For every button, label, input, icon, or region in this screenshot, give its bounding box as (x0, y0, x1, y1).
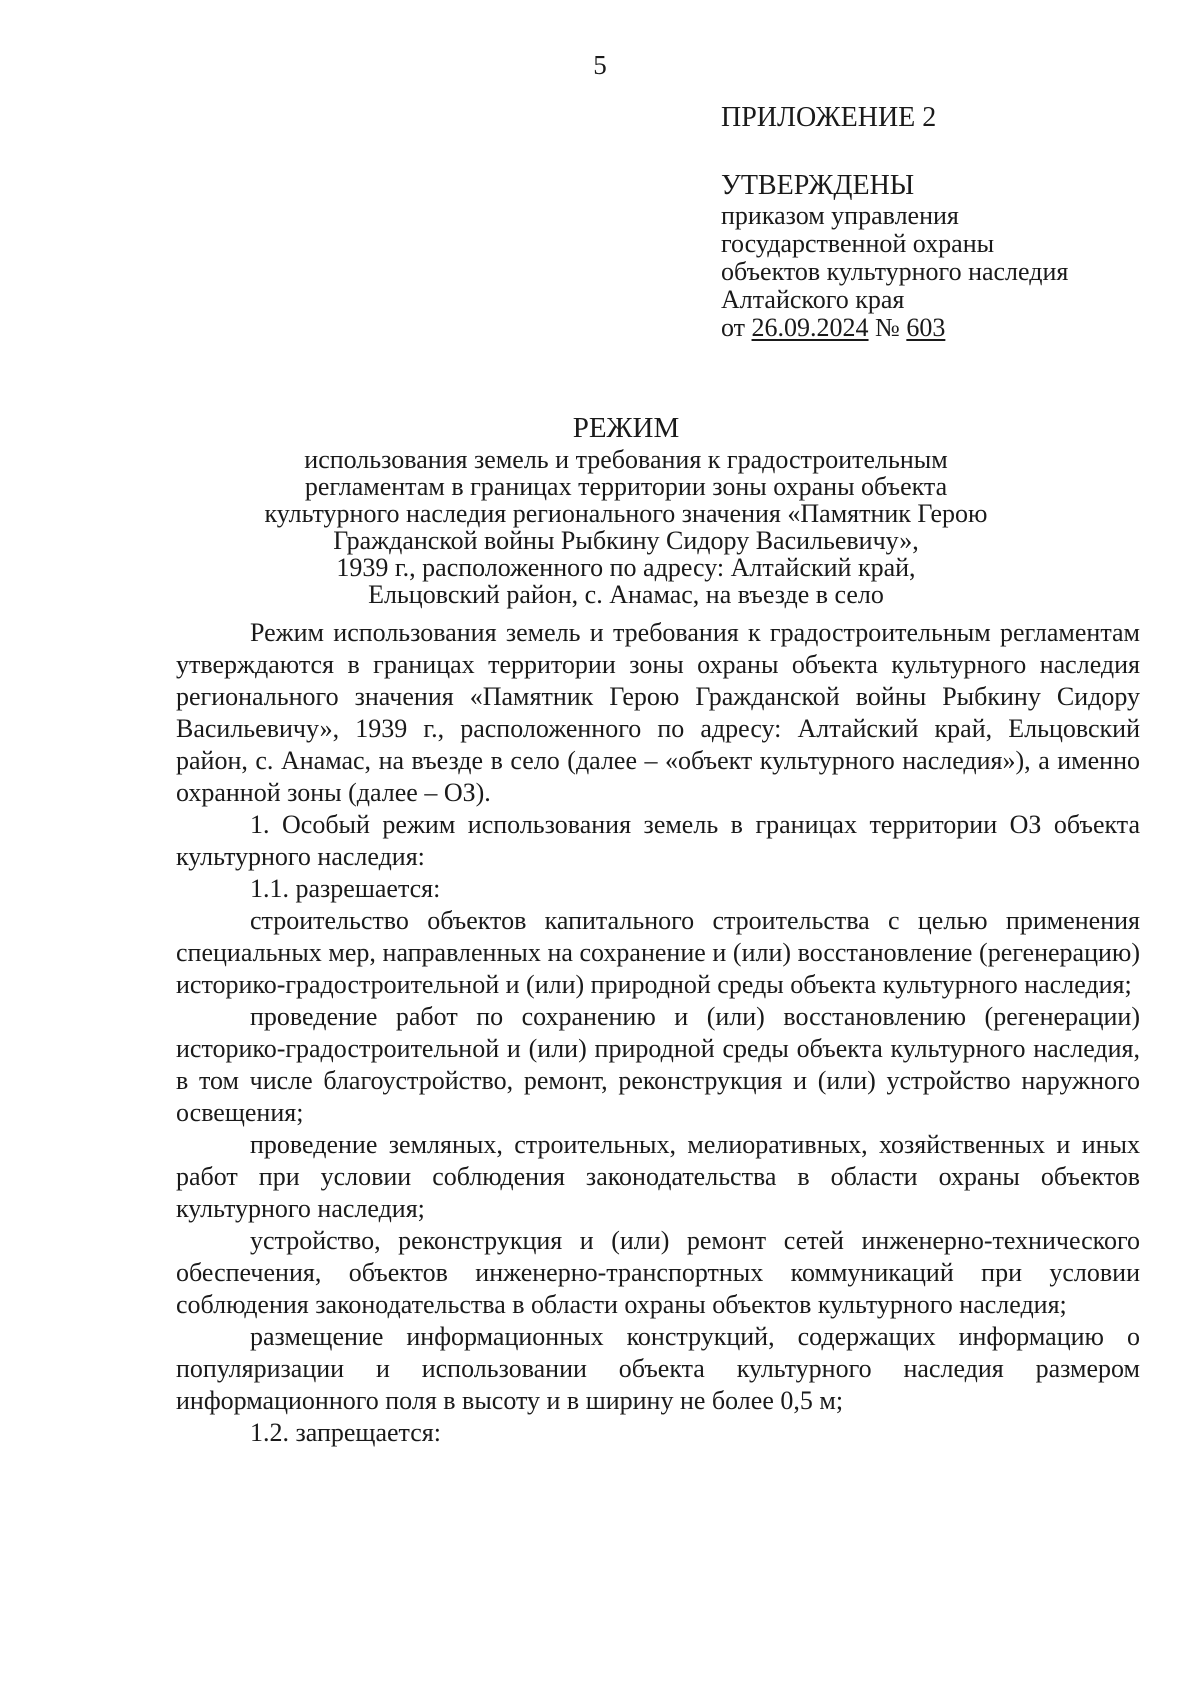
page-number: 5 (593, 50, 607, 80)
title-main: РЕЖИМ (572, 412, 680, 444)
approval-block (721, 104, 1161, 342)
title-line: использования земель и требования к градостроительным (304, 445, 948, 474)
approval-date-line (721, 314, 1161, 342)
list-item: проведение работ по сохранению и (или) восстановлению (регенерации) историко-градостроительной и (или) природной среды объекта культурного наследия, в том числе благоустройство, ремонт, реконструкция и (или) устройство наружного освещения; (176, 1002, 1140, 1127)
appendix-label: ПРИЛОЖЕНИЕ 2 (721, 102, 937, 133)
approved-label: УТВЕРЖДЕНЫ (721, 170, 915, 201)
title-line: Гражданской войны Рыбкину Сидору Васильевичу», (333, 526, 919, 555)
order-number: 603 (906, 313, 946, 342)
approval-line: Алтайского края (721, 285, 905, 314)
number-sign: № (875, 313, 900, 342)
title-line: Ельцовский район, с. Анамас, на въезде в село (368, 580, 884, 609)
subsection-heading: 1.1. разрешается: (250, 874, 441, 903)
title-line: 1939 г., расположенного по адресу: Алтайский край, (336, 553, 916, 582)
title-line: регламентам в границах территории зоны охраны объекта (304, 472, 948, 501)
approval-line: приказом управления (721, 201, 959, 230)
document-body (176, 617, 1140, 1449)
approval-line: государственной охраны (721, 229, 995, 258)
list-item: проведение земляных, строительных, мелиоративных, хозяйственных и иных работ при условии соблюдения законодательства в области охраны объектов культурного наследия; (176, 1130, 1140, 1223)
list-item: строительство объектов капитального строительства с целью применения специальных мер, направленных на сохранение и (или) восстановление (регенерацию) историко-градостроительной и (или) природной среды объекта культурного наследия; (176, 906, 1140, 999)
date-prefix: от (721, 313, 746, 342)
document-title (176, 412, 1076, 608)
list-item: размещение информационных конструкций, содержащих информацию о популяризации и использовании объекта культурного наследия размером информационного поля в высоту и в ширину не более 0,5 м; (176, 1322, 1140, 1415)
subsection-heading: 1.2. запрещается: (250, 1418, 441, 1447)
approval-line: объектов культурного наследия (721, 257, 1069, 286)
section-heading: 1. Особый режим использования земель в границах территории ОЗ объекта культурного наследия: (176, 810, 1140, 871)
order-date: 26.09.2024 (751, 313, 869, 342)
list-item: устройство, реконструкция и (или) ремонт сетей инженерно-технического обеспечения, объектов инженерно-транспортных коммуникаций при условии соблюдения законодательства в области охраны объектов культурного наследия; (176, 1226, 1140, 1319)
body-paragraph: Режим использования земель и требования к градостроительным регламентам утверждаются в границах территории зоны охраны объекта культурного наследия регионального значения «Памятник Герою Гражданской войны Рыбкину Сидору Васильевичу», 1939 г., расположенного по адресу: Алтайский край, Ельцовский район, с. Анамас, на въезде в село (далее – «объект культурного наследия»), а именно охранной зоны (далее – ОЗ). (176, 618, 1140, 807)
title-line: культурного наследия регионального значения «Памятник Герою (264, 499, 988, 528)
